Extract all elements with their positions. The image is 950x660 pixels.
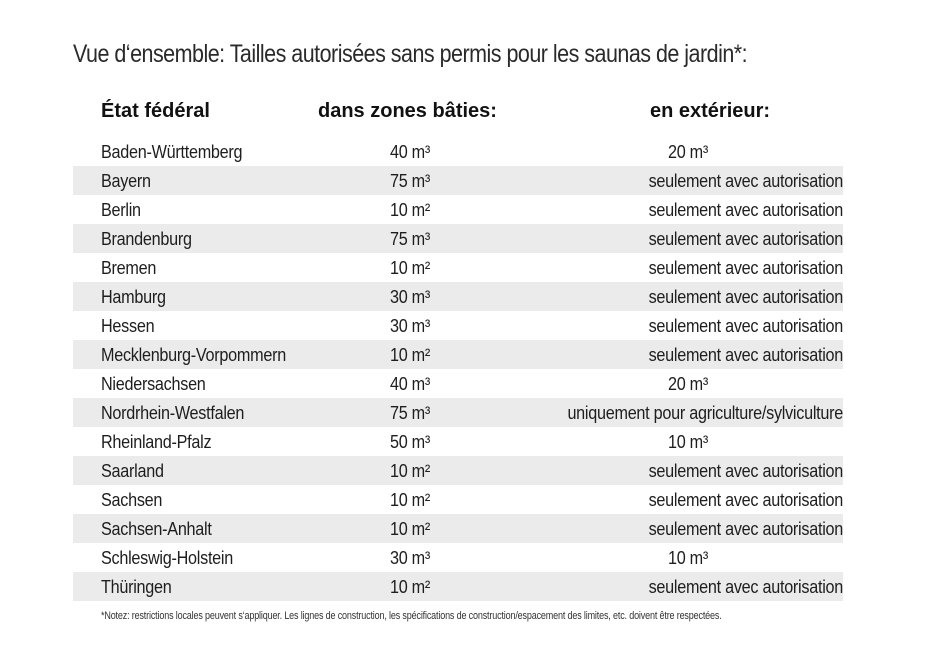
built-size-cell: 10 m² <box>389 461 431 481</box>
outside-size-cell: uniquement pour agriculture/sylviculture <box>567 403 843 423</box>
built-size-cell: 75 m³ <box>389 403 431 423</box>
built-size-cell: 10 m² <box>389 200 431 220</box>
outside-size-cell: 10 m³ <box>667 548 709 568</box>
state-cell: Brandenburg <box>101 229 192 249</box>
state-cell: Sachsen-Anhalt <box>101 519 212 539</box>
built-size-cell: 50 m³ <box>389 432 431 452</box>
state-cell: Bayern <box>101 171 151 191</box>
state-cell: Niedersachsen <box>101 374 206 394</box>
outside-size-cell: seulement avec autorisation <box>648 316 843 336</box>
footnote: *Notez: restrictions locales peuvent s‘appliquer. Les lignes de construction, les spécifications de construction/espacement des limites, etc. doivent être respectées. <box>101 610 722 622</box>
built-size-cell: 30 m³ <box>389 548 431 568</box>
column-header-state: État fédéral <box>101 100 210 122</box>
state-cell: Hessen <box>101 316 155 336</box>
table-row <box>73 456 843 485</box>
column-header-outside: en extérieur: <box>650 100 771 122</box>
table-row <box>73 514 843 543</box>
outside-size-cell: 20 m³ <box>667 142 709 162</box>
built-size-cell: 10 m² <box>389 519 431 539</box>
outside-size-cell: 20 m³ <box>667 374 709 394</box>
state-cell: Saarland <box>101 461 164 481</box>
built-size-cell: 40 m³ <box>389 374 431 394</box>
table-row <box>73 485 843 514</box>
built-size-cell: 10 m² <box>389 345 431 365</box>
built-size-cell: 10 m² <box>389 490 431 510</box>
outside-size-cell: seulement avec autorisation <box>648 287 843 307</box>
state-cell: Bremen <box>101 258 157 278</box>
outside-size-cell: seulement avec autorisation <box>648 345 843 365</box>
table-row <box>73 427 843 456</box>
table-row <box>73 572 843 601</box>
state-cell: Hamburg <box>101 287 166 307</box>
table-row <box>73 224 843 253</box>
outside-size-cell: seulement avec autorisation <box>648 171 843 191</box>
built-size-cell: 75 m³ <box>389 171 431 191</box>
state-cell: Sachsen <box>101 490 163 510</box>
built-size-cell: 40 m³ <box>389 142 431 162</box>
table-row <box>73 195 843 224</box>
outside-size-cell: seulement avec autorisation <box>648 461 843 481</box>
state-cell: Schleswig-Holstein <box>101 548 234 568</box>
built-size-cell: 30 m³ <box>389 316 431 336</box>
built-size-cell: 75 m³ <box>389 229 431 249</box>
outside-size-cell: seulement avec autorisation <box>648 258 843 278</box>
table-row <box>73 282 843 311</box>
state-cell: Thüringen <box>101 577 172 597</box>
outside-size-cell: seulement avec autorisation <box>648 200 843 220</box>
table-row <box>73 311 843 340</box>
page-title: Vue d‘ensemble: Tailles autorisées sans permis pour les saunas de jardin*: <box>73 40 748 68</box>
table-row <box>73 369 843 398</box>
outside-size-cell: seulement avec autorisation <box>648 519 843 539</box>
outside-size-cell: seulement avec autorisation <box>648 577 843 597</box>
sauna-size-table <box>73 137 843 601</box>
built-size-cell: 10 m² <box>389 258 431 278</box>
built-size-cell: 30 m³ <box>389 287 431 307</box>
column-header-built-areas: dans zones bâties: <box>318 100 497 122</box>
state-cell: Mecklenburg-Vorpommern <box>101 345 286 365</box>
outside-size-cell: 10 m³ <box>667 432 709 452</box>
state-cell: Baden-Württemberg <box>101 142 243 162</box>
outside-size-cell: seulement avec autorisation <box>648 229 843 249</box>
state-cell: Berlin <box>101 200 141 220</box>
table-row <box>73 253 843 282</box>
table-row <box>73 398 843 427</box>
outside-size-cell: seulement avec autorisation <box>648 490 843 510</box>
built-size-cell: 10 m² <box>389 577 431 597</box>
state-cell: Rheinland-Pfalz <box>101 432 212 452</box>
state-cell: Nordrhein-Westfalen <box>101 403 245 423</box>
table-row <box>73 166 843 195</box>
table-row <box>73 543 843 572</box>
table-row <box>73 340 843 369</box>
table-row <box>73 137 843 166</box>
